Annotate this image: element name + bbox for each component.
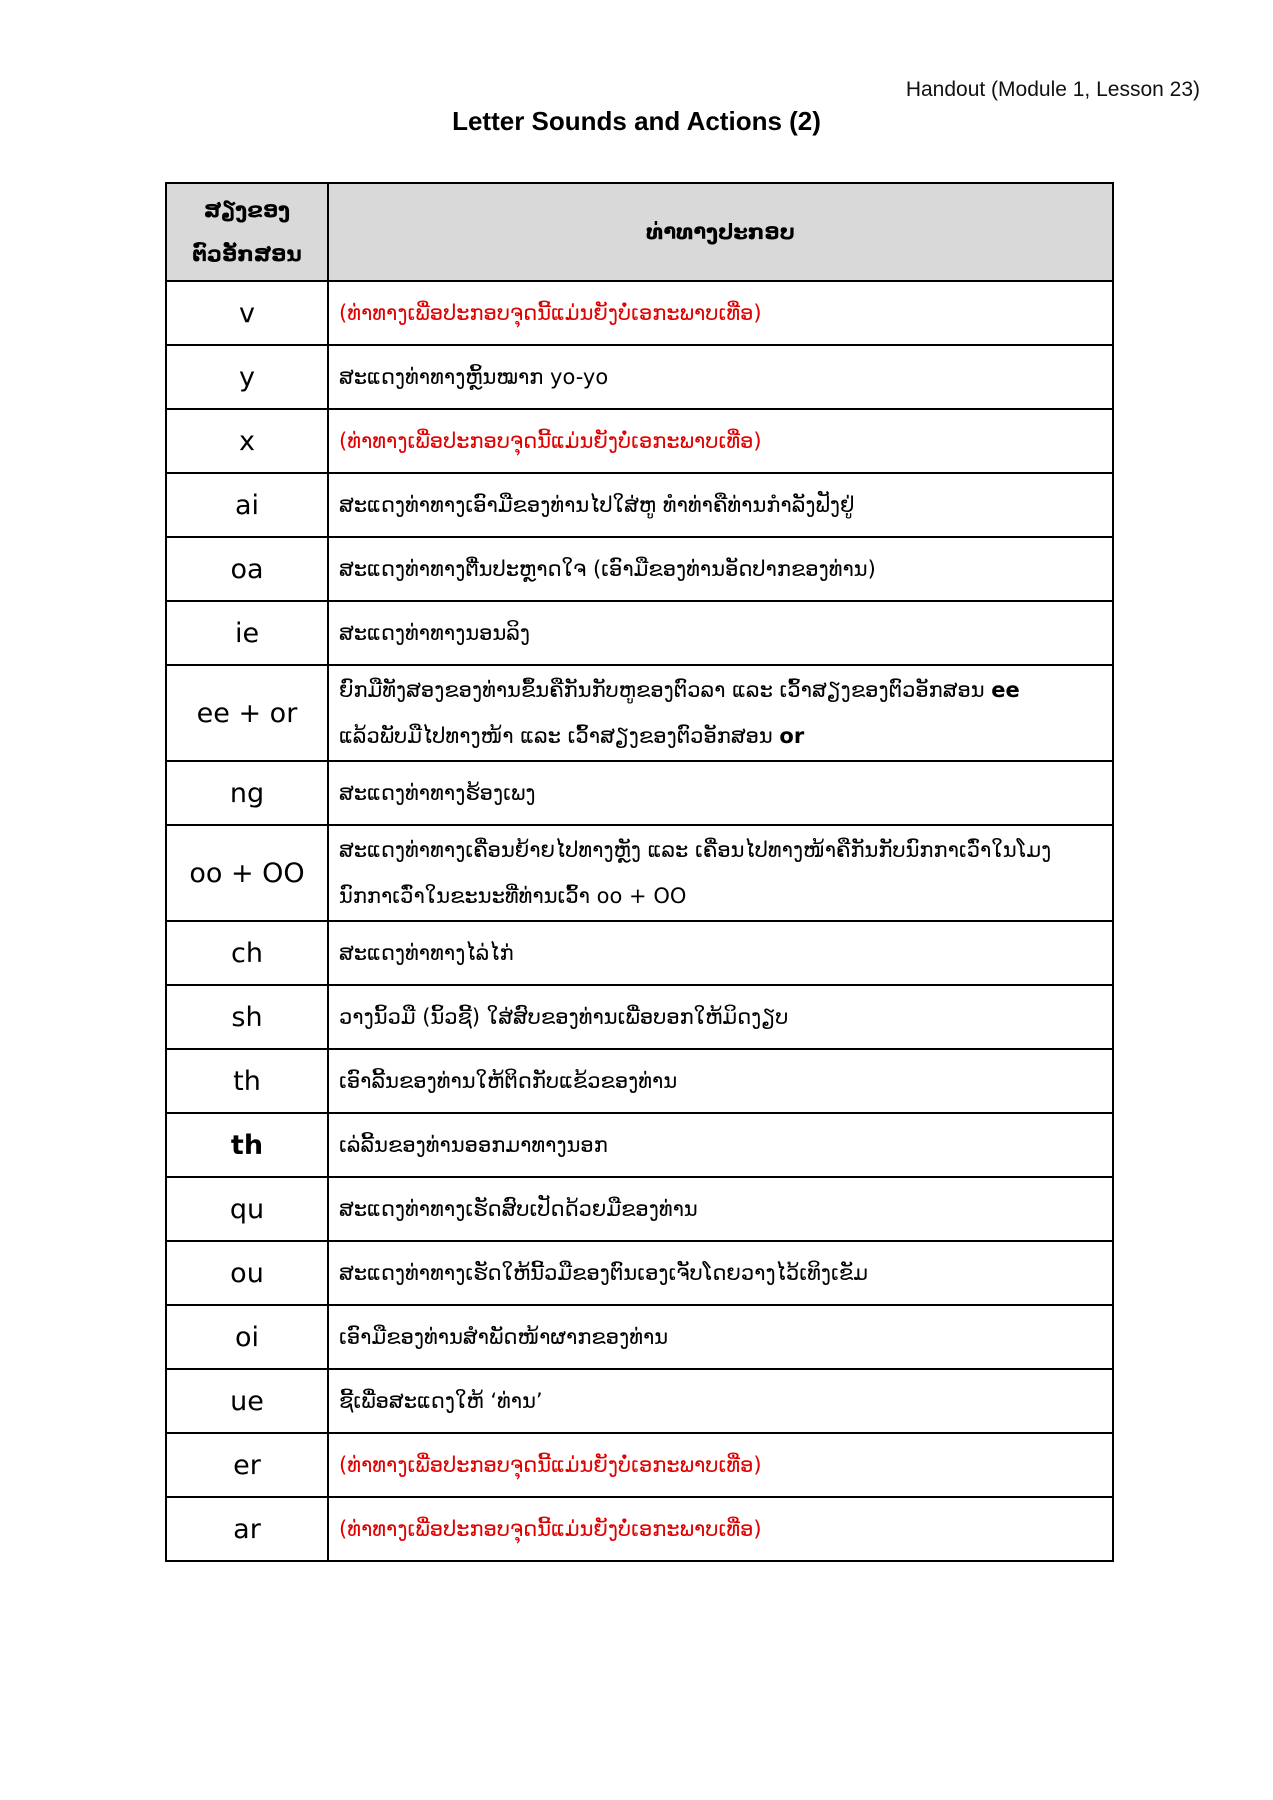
- sound-cell: ou: [166, 1241, 328, 1305]
- sound-cell: y: [166, 345, 328, 409]
- sound-cell: ai: [166, 473, 328, 537]
- page-title: Letter Sounds and Actions (2): [452, 106, 821, 136]
- sound-cell: ar: [166, 1497, 328, 1561]
- action-cell: ສະແດງທ່າທາງເຮັດສົບເປັດດ້ວຍມືຂອງທ່ານ: [328, 1177, 1113, 1241]
- sound-cell: x: [166, 409, 328, 473]
- table-row: [166, 473, 1113, 537]
- table-row: [166, 1241, 1113, 1305]
- table-row: [166, 985, 1113, 1049]
- sound-cell: ee + or: [166, 665, 328, 761]
- action-cell: [328, 665, 1113, 761]
- action-cell: ວາງນິ້ວມື (ນິ້ວຊີ້) ໃສ່ສົບຂອງທ່ານເພື່ອບອກໃຫ້ມິດງຽບ: [328, 985, 1113, 1049]
- sound-header-line1: ສຽງຂອງ: [203, 198, 291, 222]
- table-row: [166, 537, 1113, 601]
- table-row: [166, 601, 1113, 665]
- table-row: [166, 1113, 1113, 1177]
- action-cell: ສະແດງທ່າທາງຕື່ນປະຫຼາດໃຈ (ເອົາມືຂອງທ່ານອັດປາກຂອງທ່ານ): [328, 537, 1113, 601]
- table-header-row: [166, 183, 1113, 281]
- action-cell: ສະແດງທ່າທາງຫຼິ້ນໝາກ yo-yo: [328, 345, 1113, 409]
- sound-column-header: [166, 183, 328, 281]
- action-line1: ຍົກມືທັງສອງຂອງທ່ານຂຶ້ນຄືກັນກັບຫູຂອງຕົວລາ ແລະ ເວົ້າສຽງຂອງຕົວອັກສອນ: [339, 678, 985, 702]
- table-row: [166, 1497, 1113, 1561]
- table-row: [166, 665, 1113, 761]
- sound-cell: th: [166, 1049, 328, 1113]
- sound-cell: v: [166, 281, 328, 345]
- table-row: [166, 825, 1113, 921]
- letter-sounds-table: [165, 182, 1114, 1562]
- action-cell: (ທ່າທາງເພື່ອປະກອບຈຸດນີ້ແມ່ນຍັງບໍ່ເອກະພາບເທື່ອ): [328, 1433, 1113, 1497]
- table-row: [166, 409, 1113, 473]
- sound-cell: ch: [166, 921, 328, 985]
- table-row: [166, 1305, 1113, 1369]
- table-row: [166, 921, 1113, 985]
- table-row: [166, 1433, 1113, 1497]
- action-line1-bold: ee: [991, 678, 1020, 702]
- action-cell: ສະແດງທ່າທາງໄລ່ໄກ່: [328, 921, 1113, 985]
- sound-cell: qu: [166, 1177, 328, 1241]
- action-cell: ສະແດງທ່າທາງຮ້ອງເພງ: [328, 761, 1113, 825]
- action-cell: ສະແດງທ່າທາງເຮັດໃຫ້ນີ້ວມືຂອງຕົນເອງເຈັບໂດຍວາງໄວ້ເທິງເຂັມ: [328, 1241, 1113, 1305]
- action-cell: ເອົາລີ້ນຂອງທ່ານໃຫ້ຕິດກັບແຂ້ວຂອງທ່ານ: [328, 1049, 1113, 1113]
- action-line2: ແລ້ວພັບມືໄປທາງໜ້າ ແລະ ເວົ້າສຽງຂອງຕົວອັກສອນ: [339, 724, 773, 748]
- handout-reference: Handout (Module 1, Lesson 23): [905, 78, 1200, 101]
- action-cell: [328, 825, 1113, 921]
- action-cell: ສະແດງທ່າທາງນອນລິງ: [328, 601, 1113, 665]
- sound-cell: sh: [166, 985, 328, 1049]
- sound-header-line2: ຕົວອັກສອນ: [192, 242, 302, 266]
- action-line2-bold: or: [779, 724, 805, 748]
- sound-cell: ie: [166, 601, 328, 665]
- table-row: [166, 1369, 1113, 1433]
- table-row: [166, 1177, 1113, 1241]
- sound-cell: ue: [166, 1369, 328, 1433]
- table-row: [166, 281, 1113, 345]
- action-cell: ຊີ້ເພື່ອສະແດງໃຫ້ ‘ທ່ານ’: [328, 1369, 1113, 1433]
- action-cell: ເອົາມືຂອງທ່ານສຳພັດໜ້າຜາກຂອງທ່ານ: [328, 1305, 1113, 1369]
- action-cell: (ທ່າທາງເພື່ອປະກອບຈຸດນີ້ແມ່ນຍັງບໍ່ເອກະພາບເທື່ອ): [328, 281, 1113, 345]
- action-cell: (ທ່າທາງເພື່ອປະກອບຈຸດນີ້ແມ່ນຍັງບໍ່ເອກະພາບເທື່ອ): [328, 409, 1113, 473]
- table-row: [166, 345, 1113, 409]
- action-cell: ສະແດງທ່າທາງເອົາມືຂອງທ່ານໄປໃສ່ຫູ ທຳທ່າຄືທ່ານກຳລັງຟັງຢູ່: [328, 473, 1113, 537]
- sound-cell: oa: [166, 537, 328, 601]
- table-row: [166, 761, 1113, 825]
- table-row: [166, 1049, 1113, 1113]
- action-cell: (ທ່າທາງເພື່ອປະກອບຈຸດນີ້ແມ່ນຍັງບໍ່ເອກະພາບເທື່ອ): [328, 1497, 1113, 1561]
- sound-cell: th: [166, 1113, 328, 1177]
- action-line1: ສະແດງທ່າທາງເຄື່ອນຍ້າຍໄປທາງຫຼັງ ແລະ ເຄື່ອນໄປທາງໜ້າຄືກັນກັບນົກກາເວົ່າໃນໂມງ: [339, 838, 1052, 862]
- sound-cell: oi: [166, 1305, 328, 1369]
- action-column-header: ທ່າທາງປະກອບ: [328, 183, 1113, 281]
- sound-cell: oo + OO: [166, 825, 328, 921]
- action-line2: ນົກກາເວົ່າໃນຂະນະທີ່ທ່ານເວົ້າ oo + OO: [339, 884, 687, 908]
- sound-cell: ng: [166, 761, 328, 825]
- sound-cell: er: [166, 1433, 328, 1497]
- action-cell: ເລ່ລີ້ນຂອງທ່ານອອກມາທາງນອກ: [328, 1113, 1113, 1177]
